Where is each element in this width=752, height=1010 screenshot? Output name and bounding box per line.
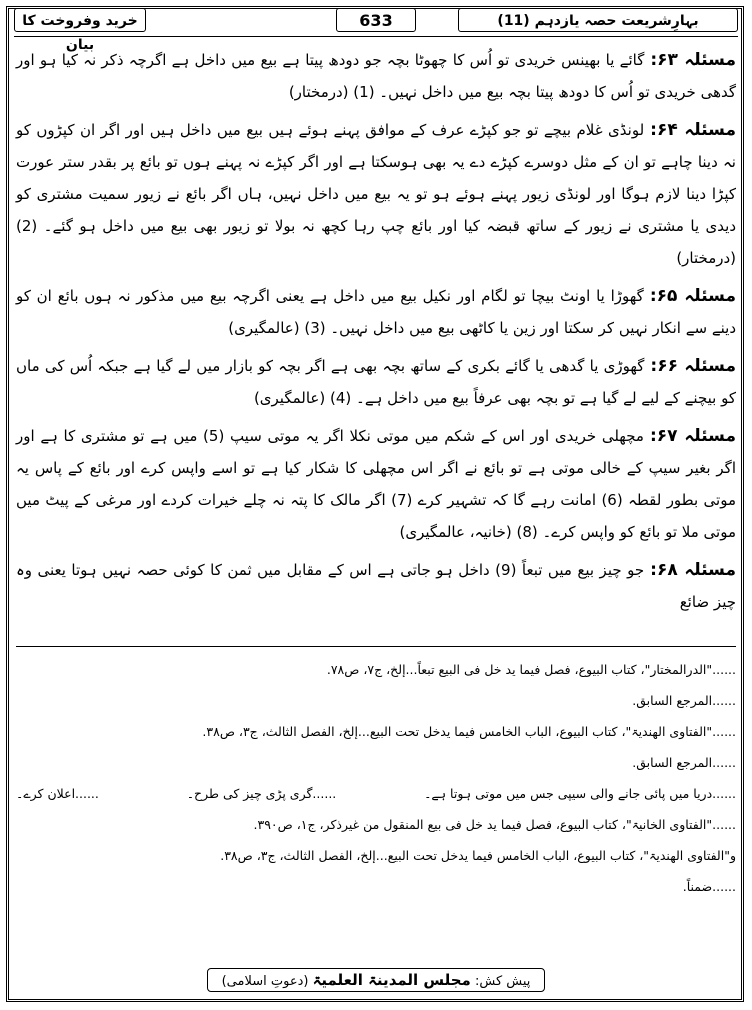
masla-body: گائے یا بھینس خریدی تو اُس کا چھوٹا بچہ جو دودھ پیتا ہے بیع میں داخل ہے اگرچہ ذکر نہ کیا ہو اور گدھی خریدی تو اُس کا دودھ پیتا بچہ بیع میں داخل نہیں۔ (1) (درمختار)	[16, 51, 736, 101]
masla-label: مسئلہ ۶۳:	[650, 50, 736, 70]
footnote-1: ......"الدرالمختار"، کتاب البیوع، فصل فیما ید خل فی البیع تبعاً...إلخ، ج۷، ص۷۸.	[326, 662, 736, 677]
footnote-8: ......"الفتاوی الخانیۃ"، کتاب البیوع، فصل فیما ید خل فی بیع المنقول من غیرذکر، ج۱، ص۳۹۰.	[253, 817, 736, 832]
publisher-credit	[207, 968, 546, 992]
footnote-row-5-7	[16, 778, 736, 809]
masla-67	[16, 420, 736, 548]
masla-body: گھوڑا یا اونٹ بیچا تو لگام اور نکیل بیع میں داخل ہے یعنی اگرچہ بیع میں مذکور نہ ہوں بائع ان کو دینے سے انکار نہیں کر سکتا اور زین یا کاٹھی بیع میں داخل نہیں۔ (3) (عالمگیری)	[16, 287, 736, 337]
page-number: 633	[336, 8, 416, 32]
footnote-6: ......گری پڑی چیز کی طرح۔	[186, 786, 337, 801]
footnote-5: ......دریا میں پائی جانے والی سیپی جس میں موتی ہوتا ہے۔	[424, 786, 736, 801]
masla-66	[16, 350, 736, 414]
footnote-divider	[16, 646, 736, 647]
publisher-name: مجلس المدینۃ العلمیۃ	[312, 971, 471, 989]
masla-64	[16, 114, 736, 274]
header-divider	[14, 36, 738, 37]
footer-prefix: پیش کش:	[474, 974, 531, 989]
book-title: بہارِشریعت حصہ یازدہم (11)	[458, 8, 738, 32]
main-text	[16, 44, 736, 624]
footnote-7: ......اعلان کرے۔	[16, 786, 99, 801]
footnote-4: ......المرجع السابق.	[632, 755, 736, 770]
masla-body: گھوڑی یا گدھی یا گائے بکری کے ساتھ بچہ بھی ہے اگر بچہ کو بازار میں لے گیا ہے جبکہ اُس کی ماں کو بیچنے کے لیے لے گیا ہے تو بچہ بھی عرفاً بیع میں داخل ہے۔ (4) (عالمگیری)	[16, 357, 736, 407]
masla-label: مسئلہ ۶۶:	[650, 356, 736, 376]
chapter-title: خرید وفروخت کا بیان	[14, 8, 146, 32]
masla-63	[16, 44, 736, 108]
footnote-3: ......"الفتاوی الھندیۃ"، کتاب البیوع، الباب الخامس فیما یدخل تحت البیع...إلخ، الفصل الثالث، ج۳، ص۳۸.	[202, 724, 736, 739]
footnote-2: ......المرجع السابق.	[632, 693, 736, 708]
footnote-8-continued: و"الفتاوی الھندیۃ"، کتاب البیوع، الباب الخامس فیما یدخل تحت البیع...إلخ، الفصل الثالث، ج۳، ص۳۸.	[220, 848, 736, 863]
masla-68	[16, 554, 736, 618]
footnotes	[16, 654, 736, 902]
masla-label: مسئلہ ۶۸:	[650, 560, 736, 580]
masla-label: مسئلہ ۶۷:	[649, 426, 736, 446]
masla-body: مچھلی خریدی اور اس کے شکم میں موتی نکلا اگر یہ موتی سیپ (5) میں ہے تو مشتری کا ہے اور اگر بغیر سیپ کے خالی موتی ہے تو بائع نے اگر اس مچھلی کا شکار کیا ہے تو اسے واپس کرے اور بائع کے پاس یہ موتی بطور لقطہ (6) امانت رہے گا کہ تشہیر کرے (7) اگر مالک کا پتہ نہ چلے خیرات کردے اور مرغی کے پیٹ میں موتی ملا تو بائع کو واپس کرے۔ (8) (خانیہ، عالمگیری)	[16, 427, 736, 541]
page-footer	[0, 968, 752, 992]
footnote-9: ......ضمناً.	[682, 879, 736, 894]
masla-label: مسئلہ ۶۵:	[649, 286, 736, 306]
page-header	[14, 8, 738, 53]
masla-65	[16, 280, 736, 344]
masla-label: مسئلہ ۶۴:	[650, 120, 736, 140]
masla-body: لونڈی غلام بیچے تو جو کپڑے عرف کے موافق پہنے ہوئے ہیں بیع میں داخل ہیں اور اگر ان کپڑوں کو نہ دینا چاہے تو ان کے مثل دوسرے کپڑے دے یہ بھی ہوسکتا ہے اور اگر کپڑے نہ پہنے ہوں تو بائع پر بقدر ستر عورت کپڑا دینا لازم ہوگا اور لونڈی زیور پہنے ہوئے ہو تو یہ بیع میں داخل نہیں، ہاں اگر بائع نے زیور سمیت مشتری کو دیدی یا مشتری نے زیور کے ساتھ قبضہ کیا اور بائع چپ رہا کچھ نہ بولا تو زیور بھی بیع میں داخل ہو گئے۔ (2) (درمختار)	[16, 121, 736, 267]
masla-body: جو چیز بیع میں تبعاً (9) داخل ہو جاتی ہے اس کے مقابل میں ثمن کا کوئی حصہ نہیں ہوتا یعنی وہ چیز ضائع	[16, 561, 736, 611]
publisher-suffix: (دعوتِ اسلامی)	[221, 974, 309, 989]
